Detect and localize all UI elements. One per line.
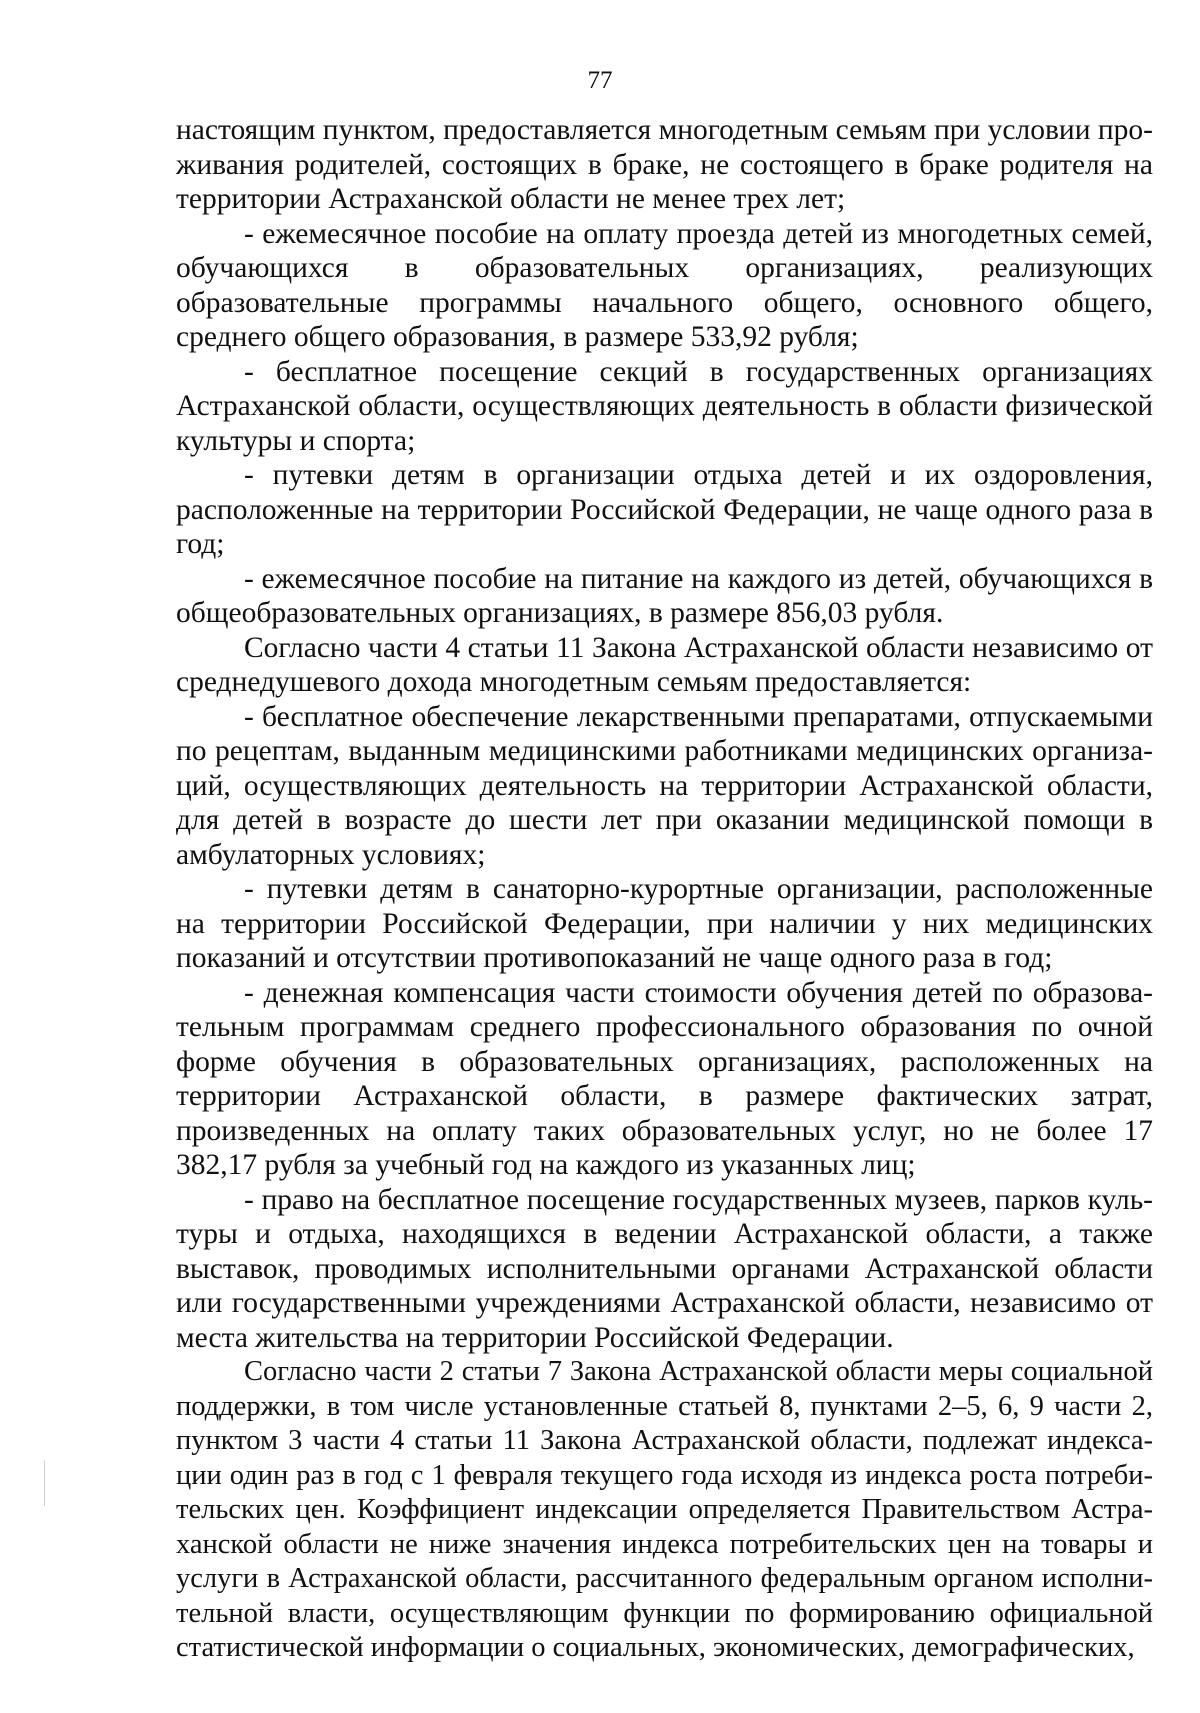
paragraph-sanatorium-vouchers: - путевки детям в санаторно-курортные организации, расположенные на территории Российской Федерации, при наличии у них медицинских показаний и отсутствии противопоказаний не чаще одного раза в год; [176,873,1153,974]
paragraph-tuition-compensation: - денежная компенсация части стоимости обучения детей по образовательным программам среднего профессионального образования по очной форме обучения в образовательных организациях, расположенных на территории Астраханской области, в размере фактических затрат, произведенных на оплату таких образовательных услуг, но не более 17 382,17 рубля за учебный год на каждого из указанных лиц; [176,976,1153,1181]
paragraph-indexation: Согласно части 2 статьи 7 Закона Астраханской области меры социальной поддержки, в том числе установленные статьей 8, пунктами 2–5, 6, 9 части 2, пунктом 3 части 4 статьи 11 Закона Астраханской области, подлежат индексации один раз в год с 1 февраля текущего года исходя из индекса роста потребительских цен. Коэффициент индексации определяется Правительством Астраханской области не ниже значения индекса потребительских цен на товары и услуги в Астраханской области, рассчитанного федеральным органом исполнительной власти, осуществляющим функции по формированию официальной статистической информации о социальных, экономических, демографических, [176,1356,1153,1663]
paragraph-meal-allowance: - ежемесячное пособие на питание на каждого из детей, обучающихся в общеобразовательных организациях, в размере 856,03 рубля. [176,562,1153,629]
paragraph-continuation: настоящим пунктом, предоставляется многодетным семьям при условии проживания родителей, состоящих в браке, не состоящего в браке родителя на территории Астраханской области не менее трех лет; [176,114,1153,215]
paragraph-recreation-vouchers: - путевки детям в организации отдыха детей и их оздоровления, расположенные на территории Российской Федерации, не чаще одного раза в год; [176,459,1153,560]
page-number: 77 [587,67,613,94]
paragraph-sports-sections: - бесплатное посещение секций в государственных организациях Астраханской области, осуществляющих деятельность в области физической культуры и спорта; [176,355,1153,457]
paragraph-free-museum-visits: - право на бесплатное посещение государственных музеев, парков культуры и отдыха, находящихся в ведении Астраханской области, а также выставок, проводимых исполнительными органами Астраханской области или государственными учреждениями Астраханской области, независимо от места жительства на территории Российской Федерации. [176,1183,1153,1354]
paragraph-fare-allowance: - ежемесячное пособие на оплату проезда детей из многодетных семей, обучающихся в образовательных организациях, реализующих образовательные программы начального общего, основного общего, среднего общего образования, в размере 533,92 рубля; [176,217,1153,353]
paragraph-free-medicines: - бесплатное обеспечение лекарственными препаратами, отпускаемыми по рецептам, выданным медицинскими работниками медицинских организаций, осуществляющих деятельность на территории Астраханской области, для детей в возрасте до шести лет при оказании медицинской помощи в амбулаторных условиях; [176,700,1153,871]
paragraph-article-11-part-4: Согласно части 4 статьи 11 Закона Астраханской области независимо от среднедушевого дохода многодетным семьям предоставляется: [176,631,1153,698]
document-body [176,113,1153,1666]
scan-margin-mark [44,1460,45,1506]
